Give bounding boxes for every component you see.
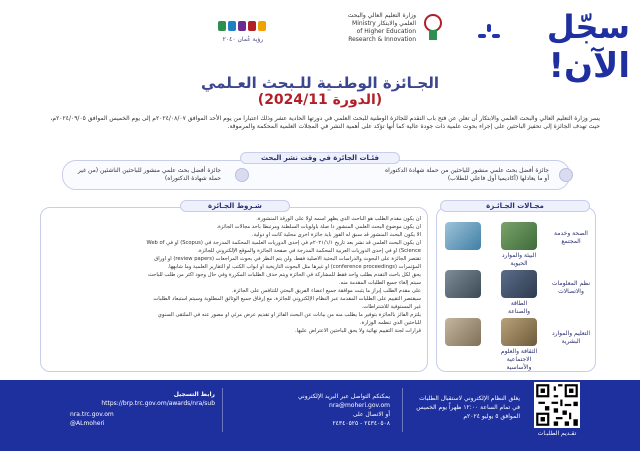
qr-code-icon[interactable]	[534, 382, 580, 428]
condition-item: سيقتصر التقييم على الطلبات المقدمة عبر النظام الإلكتروني للجائزة، مع إرفاق جميع الوثائق المطلوبة وسيتم استبعاد الطلبات	[153, 296, 421, 302]
contact-block	[230, 392, 390, 428]
registration-link[interactable]: https://brp.trc.gov.om/awards/nra/sub	[101, 400, 215, 407]
footer-divider	[222, 388, 223, 432]
fields-box	[436, 207, 596, 372]
field-culture: الثقافة والعلوم الاجتماعية والأساسية	[500, 348, 538, 371]
award-edition: (الدورة 2024/11)	[257, 92, 383, 108]
condition-item: المؤتمرات (conference proceedings) أو غيرها مثل البحوث التاريخية أو أبواب الكتب أو التقارير العلمية وما شابهها.	[167, 264, 421, 270]
registration-block	[70, 390, 215, 408]
ministry-logo	[346, 4, 446, 60]
condition-item: على مقدم الطلب إبراز ما يثبت موافقة جميع أعضاء الفريق البحثي للتنافس على الجائزة.	[231, 288, 421, 294]
condition-item: يحق لكل باحث التقدم بطلب واحد فقط للمشاركة في الجائزة ويتم حذف الطلبات المكررة وفي حال وجود أكثر من طلب للباحث	[148, 272, 421, 278]
conditions-list	[49, 216, 421, 336]
contact-title: يمكنكم التواصل عبر البريد الإلكتروني	[298, 393, 390, 400]
condition-item: أن يكون مقدم الطلب هو الباحث الذي يظهر اسمه أولاً على الورقة المنشورة.	[256, 216, 421, 222]
deadline-line-3: الموافق ٥ يوليو ٢٠٢٤م	[463, 413, 520, 420]
conditions-title: شـروط الجـائزة	[180, 200, 290, 212]
condition-item: أن يكون البحث العلمي قد نشر بعد تاريخ ٢٠٢١/١/١م في إحدى الدوريات العلمية المحكمة المدرجة في (Scopus) أو في Web of	[146, 240, 421, 246]
field-environment: البيئة والموارد الحيوية	[501, 252, 537, 267]
deadline-line-2: في تمام الساعة ١٢:٠٠ ظهراً يوم الخميس	[416, 404, 520, 411]
condition-item: للباحثين الذي تنظمه الوزارة.	[359, 320, 421, 326]
field-image-culture	[501, 318, 537, 346]
field-energy: الطاقة والصناعة	[507, 300, 531, 315]
oman-emblem-icon	[420, 8, 446, 44]
categories-title: فئـات الجائزة في وقت نشر البحث	[240, 152, 400, 164]
vision-text: رؤية عُمان ٢٠٤٠	[222, 36, 264, 43]
fields-title: مجـالات الجـائـزة	[440, 200, 590, 212]
site-block	[70, 410, 130, 428]
condition-item: ألا يكون البحث المنشور قد سبق له الفوز بأية جائزة أخرى محلية كانت أو دولية.	[251, 232, 421, 238]
social-handle[interactable]: @ALmoheri	[70, 420, 105, 427]
condition-item: غير المستوفية للاشتراطات.	[361, 304, 421, 310]
field-ict: نظم المعلومات والاتصالات	[551, 280, 591, 295]
condition-item: يلتزم الفائز بالجائزة بتوفير ما يطلب منه من بيانات عن البحث الفائز أو تقديم عرض مرئي أو مصور عنه في الملتقى السنوي	[157, 312, 421, 318]
category-2-icon	[235, 168, 249, 182]
deadline-block	[410, 394, 520, 421]
vision-logo	[216, 16, 270, 46]
site-link[interactable]: nra.trc.gov.om	[70, 411, 114, 418]
field-image-education	[445, 318, 481, 346]
registration-link-label: رابط التسجيل	[173, 391, 215, 398]
condition-item: أن يكون موضوع البحث العلمي المنشور ذا صلة بأولويات السلطنة ومرتبطاً بأحد مجالات الجائزة.	[216, 224, 421, 230]
field-image-energy	[501, 270, 537, 298]
category-2: جائزة أفضل بحث علمي منشور للباحثين الناشئين (من غير حملة شهادة الدكتوراه)	[77, 167, 221, 182]
condition-item: قرارات لجنة التقييم نهائية ولا يحق للباحثين الاعتراض عليها.	[294, 328, 421, 334]
contact-phones[interactable]: ٢٤٣٤٠٥٠٨ - ٢٤٣٤٠٥٢٥	[332, 420, 390, 427]
register-line-2: الآن!	[548, 46, 630, 86]
vision-logo-icon	[216, 18, 270, 34]
categories-box	[62, 160, 570, 190]
condition-item: سيتم إلغاء جميع الطلبات المقدمة منه.	[339, 280, 421, 286]
register-now-heading	[470, 8, 630, 100]
category-1-icon	[559, 168, 573, 182]
ministry-name: وزارة التعليم العالي والبحث العلمي والابتكار Ministry of Higher Education Research & Innovation	[347, 12, 416, 43]
field-image-ict	[445, 270, 481, 298]
field-health: الصحة وخدمة المجتمع	[554, 230, 588, 245]
field-image-health	[445, 222, 481, 250]
conditions-box	[40, 207, 428, 372]
field-education: التعليم والموارد البشرية	[551, 330, 591, 345]
award-title: الجـائزة الوطنـية للـبحث العـلمي	[200, 74, 440, 92]
condition-item: تقتصر الجائزة على البحوث والدراسات البحثية الأصلية فقط، ولن يتم النظر في بحوث المراجعات (review papers) أو أوراق	[154, 256, 421, 262]
deadline-line-1: يغلق النظام الإلكتروني لاستقبال الطلبات	[419, 395, 520, 402]
footer	[0, 380, 640, 451]
intro-paragraph: يسر وزارة التعليم العالي والبحث العلمي والابتكار أن تعلن عن فتح باب التقدم للجائزة الوطنية للبحث العلمي في دورتها الحادية عشر وذلك اعتبارا من يوم الأحد الموافق ٢٠٢٤/٠٨/٠٧م إلى يوم الخميس الموافق ٢٠٢٤/٠٩/٠٥م، حيث تهدف الجائزة إلى تحفيز الباحثين على إجراء بحوث علمية ذات جودة عالية كما أنها تؤكد على أهمية النشر في المجلات العلمية المحكمة والمرموقة.	[50, 115, 600, 130]
condition-item: Science) أو في إحدى الدوريات العربية المحكمة المدرجة في صفحة الجائزة والموقع الإلكتروني للجائزة.	[197, 248, 421, 254]
phone-label: أو الاتصال على	[352, 411, 390, 418]
field-image-environment	[501, 222, 537, 250]
sparkle-icon	[478, 24, 500, 46]
register-line-1: سجّل	[546, 8, 630, 46]
footer-divider	[402, 388, 403, 432]
contact-email[interactable]: nra@moheri.gov.om	[329, 402, 390, 409]
qr-label: تقـديم الطلبـات	[537, 430, 577, 437]
category-1: جائزة أفضل بحث علمي منشور للباحثين من حملة شهادة الدكتوراه أو ما يعادلها (أكاديميا أول فاعلي للطلاب)	[384, 167, 549, 182]
